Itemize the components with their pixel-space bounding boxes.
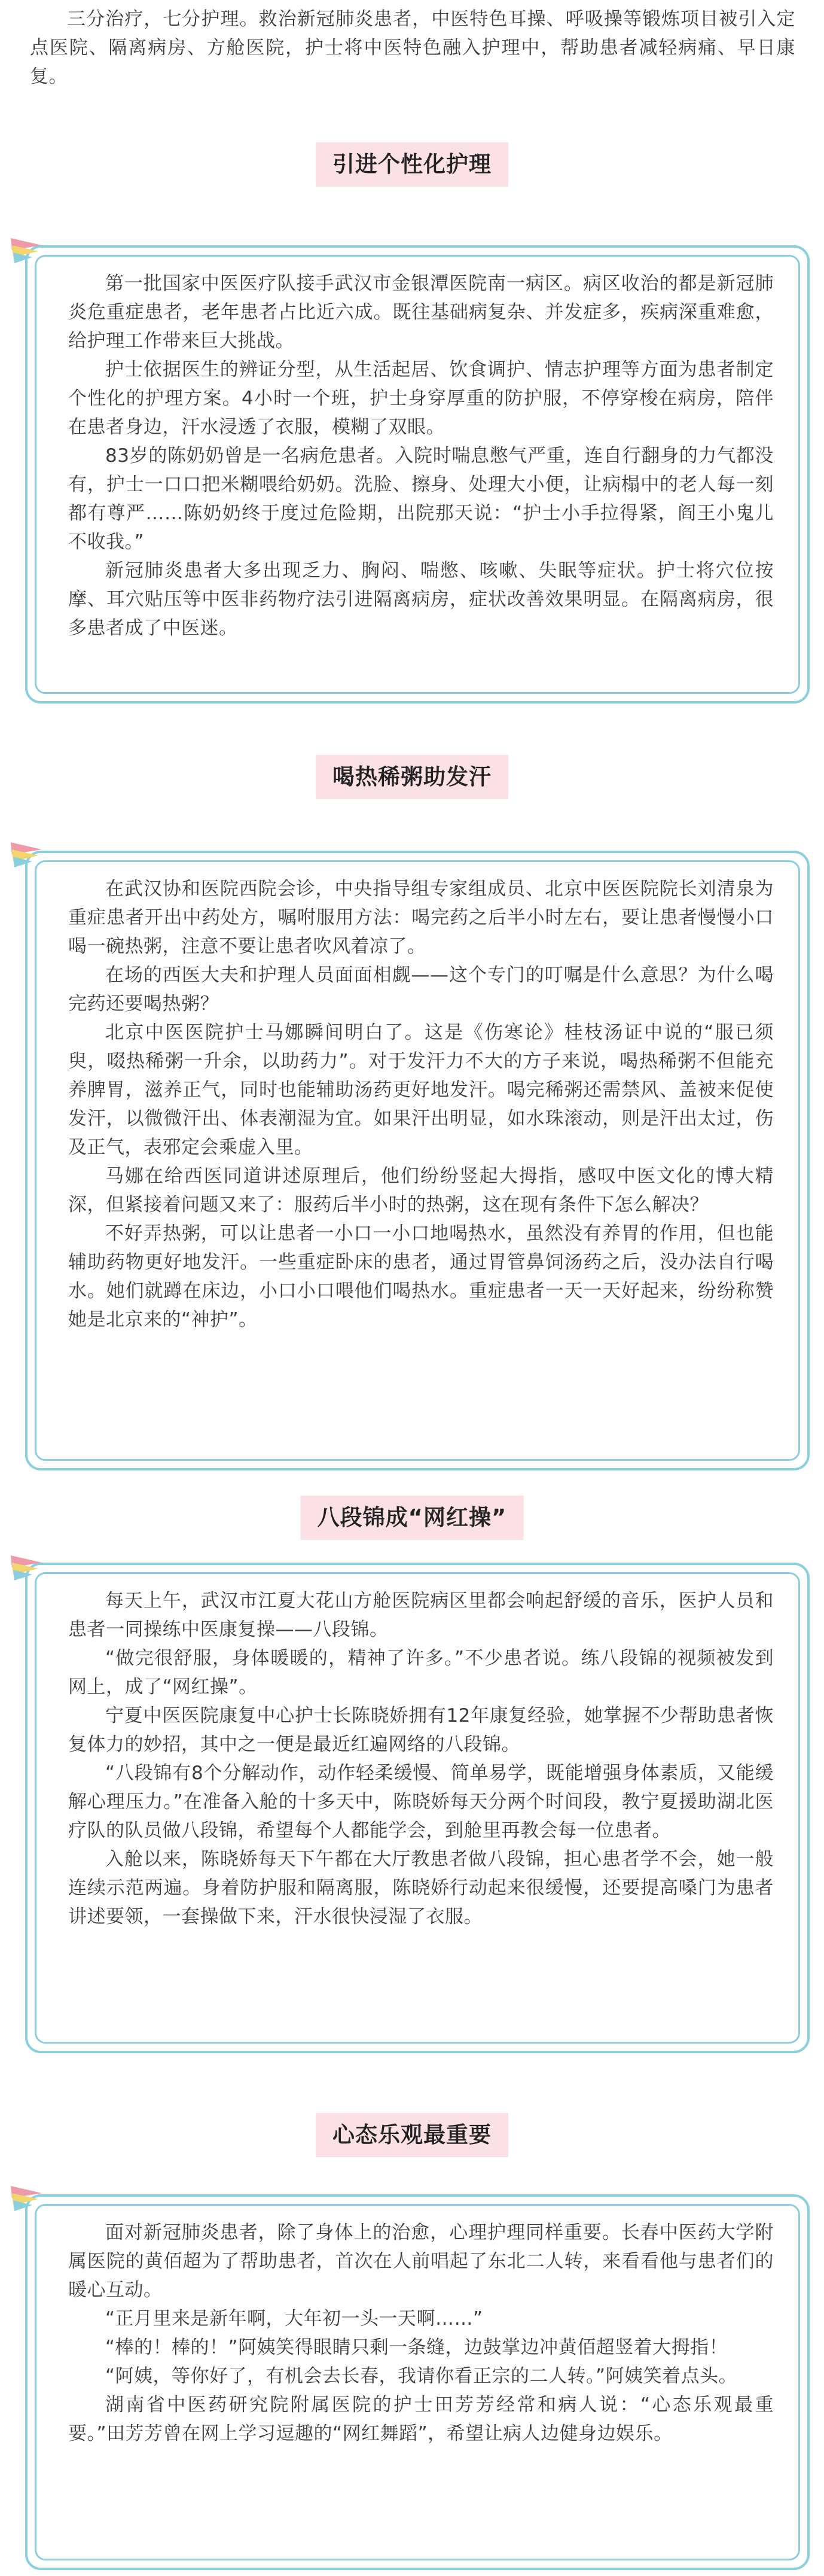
- paragraph: 第一批国家中医医疗队接手武汉市金银潭医院南一病区。病区收治的都是新冠肺炎危重症患者，老年患者占比近六成。既往基础病复杂、并发症多，疾病深重难愈，给护理工作带来巨大挑战。: [68, 273, 774, 352]
- paragraph: 北京中医医院护士马娜瞬间明白了。这是《伤寒论》桂枝汤证中说的“服已须臾，啜热稀粥一升余，以助药力”。对于发汗力不大的方子来说，喝热稀粥不但能充养脾胃，滋养正气，同时也能辅助汤药更好地发汗。喝完稀粥还需禁风、盖被来促使发汗，以微微汗出、体表潮湿为宜。如果汗出明显，如水珠滚动，则是汗出太过，伤及正气，表邪定会乘虚入里。: [68, 1022, 774, 1158]
- intro-paragraph: 三分治疗，七分护理。救治新冠肺炎患者，中医特色耳操、呼吸操等锻炼项目被引入定点医院、隔离病房、方舱医院，护士将中医特色融入护理中，帮助患者减轻病痛、早日康复。: [30, 8, 795, 87]
- paragraph: 新冠肺炎患者大多出现乏力、胸闷、喘憋、咳嗽、失眠等症状。护士将穴位按摩、耳穴贴压等中医非药物疗法引进隔离病房，症状改善效果明显。在隔离病房，很多患者成了中医迷。: [68, 560, 774, 639]
- section-body: [68, 269, 774, 643]
- paragraph: 不好弄热粥，可以让患者一小口一小口地喝热水，虽然没有养胃的作用，但也能辅助药物更好地发汗。一些重症卧床的患者，通过胃管鼻饲汤药之后，没办法自行喝水。她们就蹲在床边，小口小口喂他们喝热水。重症患者一天一天好起来，纷纷称赞她是北京来的“神护”。: [68, 1223, 774, 1330]
- section-frame-hot-porridge: [25, 851, 810, 1470]
- pennant-flag-icon: [8, 836, 44, 871]
- section-body: [68, 1587, 774, 1931]
- paragraph: “八段锦有8个分解动作，动作轻柔缓慢、简单易学，既能增强身体素质，又能缓解心理压力。”在准备入舱的十多天中，陈晓娇每天分两个时间段，教宁夏援助湖北医疗队的队员做八段锦，希望每个人都能学会，到舱里再教会每一位患者。: [68, 1762, 774, 1841]
- paragraph: 在武汉协和医院西院会诊，中央指导组专家组成员、北京中医医院院长刘清泉为重症患者开出中药处方，嘱咐服用方法：喝完药之后半小时左右，要让患者慢慢小口喝一碗热粥，注意不要让患者吹风着凉了。: [68, 878, 774, 957]
- paragraph: 每天上午，武汉市江夏大花山方舱医院病区里都会响起舒缓的音乐，医护人员和患者一同操练中医康复操——八段锦。: [68, 1590, 774, 1640]
- section-frame-optimism: [25, 2194, 810, 2570]
- paragraph: 宁夏中医医院康复中心护士长陈晓娇拥有12年康复经验，她掌握不少帮助患者恢复体力的妙招，其中之一便是最近红遍网络的八段锦。: [68, 1705, 774, 1755]
- paragraph: 护士依据医生的辨证分型，从生活起居、饮食调护、情志护理等方面为患者制定个性化的护理方案。4小时一个班，护士身穿厚重的防护服，不停穿梭在病房，陪伴在患者身边，汗水浸透了衣服，模糊了双眼。: [68, 359, 774, 438]
- pennant-flag-icon: [8, 2180, 44, 2215]
- section-body: [68, 875, 774, 1334]
- paragraph: 83岁的陈奶奶曾是一名病危患者。入院时喘息憋气严重，连自行翻身的力气都没有，护士一口口把米糊喂给奶奶。洗脸、擦身、处理大小便，让病榻中的老人每一刻都有尊严……陈奶奶终于度过危险期，出院那天说：“护士小手拉得紧，阎王小鬼儿不收我。”: [68, 445, 774, 553]
- section-body: [68, 2218, 774, 2448]
- section-heading-optimism: 心态乐观最重要: [316, 2113, 508, 2157]
- paragraph: 入舱以来，陈晓娇每天下午都在大厅教患者做八段锦，担心患者学不会，她一般连续示范两遍。身着防护服和隔离服，陈晓娇行动起来很缓慢，还要提高嗓门为患者讲述要领，一套操做下来，汗水很快浸湿了衣服。: [68, 1849, 774, 1928]
- paragraph: “阿姨，等你好了，有机会去长春，我请你看正宗的二人转。”阿姨笑着点头。: [105, 2365, 738, 2387]
- section-frame-baduanjin: [25, 1563, 810, 2053]
- section-heading-baduanjin: 八段锦成“网红操”: [301, 1496, 524, 1540]
- paragraph: “做完很舒服，身体暖暖的，精神了许多。”不少患者说。练八段锦的视频被发到网上，成了“网红操”。: [68, 1648, 774, 1698]
- section-heading-personalized-care: 引进个性化护理: [316, 142, 508, 187]
- paragraph: “棒的！棒的！”阿姨笑得眼睛只剩一条缝，边鼓掌边冲黄佰超竖着大拇指！: [105, 2337, 728, 2358]
- paragraph: 面对新冠肺炎患者，除了身体上的治愈，心理护理同样重要。长春中医药大学附属医院的黄佰超为了帮助患者，首次在人前唱起了东北二人转，来看看他与患者们的暖心互动。: [68, 2222, 774, 2301]
- paragraph: 在场的西医大夫和护理人员面面相觑——这个专门的叮嘱是什么意思？为什么喝完药还要喝热粥？: [68, 964, 774, 1015]
- section-heading-hot-porridge: 喝热稀粥助发汗: [316, 755, 508, 799]
- pennant-flag-icon: [8, 1549, 44, 1584]
- paragraph: “正月里来是新年啊，大年初一头一天啊……”: [105, 2308, 483, 2330]
- paragraph: 湖南省中医药研究院附属医院的护士田芳芳经常和病人说：“心态乐观最重要。”田芳芳曾在网上学习逗趣的“网红舞蹈”，希望让病人边健身边娱乐。: [68, 2394, 774, 2444]
- section-frame-personalized-care: [25, 245, 810, 704]
- pennant-flag-icon: [8, 232, 44, 267]
- paragraph: 马娜在给西医同道讲述原理后，他们纷纷竖起大拇指，感叹中医文化的博大精深，但紧接着问题又来了：服药后半小时的热粥，这在现有条件下怎么解决？: [68, 1165, 774, 1216]
